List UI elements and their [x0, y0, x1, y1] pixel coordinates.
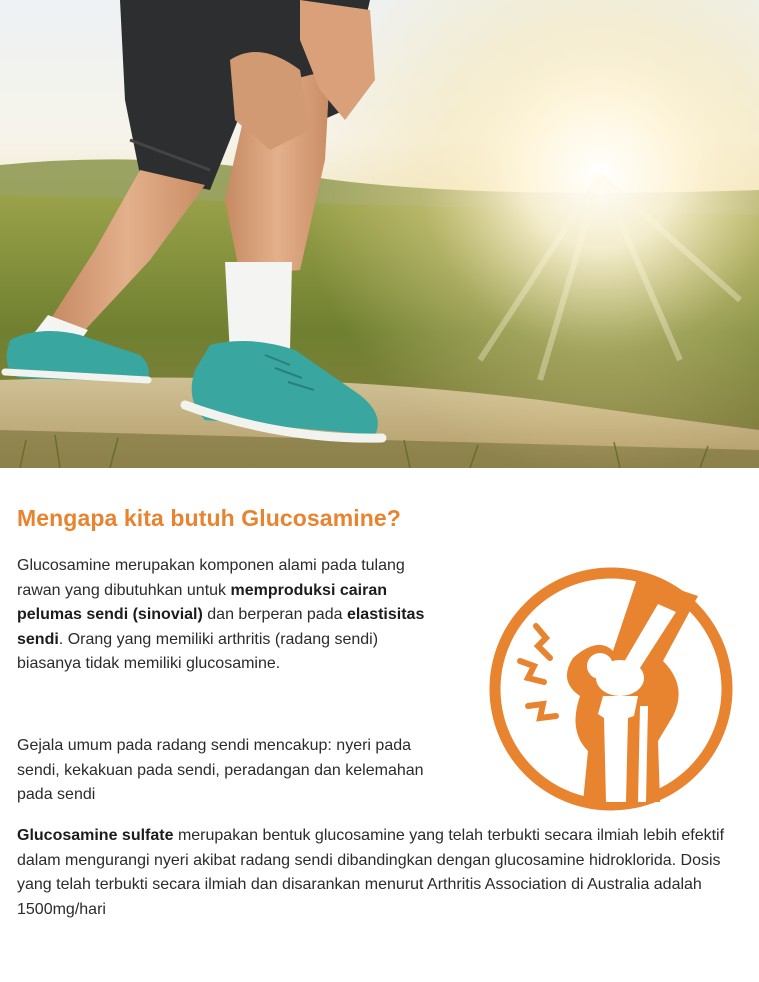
runner-knee-pain-illustration [0, 0, 759, 468]
dosage-bold: Glucosamine sulfate [17, 827, 174, 844]
intro-bold-2: elastisitas sendi [17, 606, 425, 648]
hero-photo [0, 0, 759, 468]
dosage-paragraph [17, 824, 737, 922]
intro-text-3: . Orang yang memiliki arthritis (radang sendi) biasanya tidak memiliki glucosamine. [17, 630, 379, 673]
symptoms-paragraph: Gejala umum pada radang sendi mencakup: nyeri pada sendi, kekakuan pada sendi, peradangan dan kelemahan pada sendi [17, 737, 424, 804]
dosage-text: merupakan bentuk glucosamine yang telah terbukti secara ilmiah lebih efektif dalam mengurangi nyeri akibat radang sendi dibandingkan dengan glucosamine hidroklorida. Dosis yang telah terbukti secara ilmiah dan disarankan menurut Arthritis Association di Australia adalah 1500mg/hari [17, 827, 725, 918]
intro-bold-1: memproduksi cairan pelumas sendi (sinovial) [17, 581, 387, 624]
intro-text-2: dan berperan pada [202, 606, 347, 624]
intro-paragraph [17, 554, 437, 677]
knee-joint-pain-icon [488, 566, 734, 812]
page-title: Mengapa kita butuh Glucosamine? [17, 505, 401, 531]
intro-text-1: Glucosamine merupakan komponen alami pada tulang rawan yang dibutuhkan untuk [17, 557, 405, 599]
